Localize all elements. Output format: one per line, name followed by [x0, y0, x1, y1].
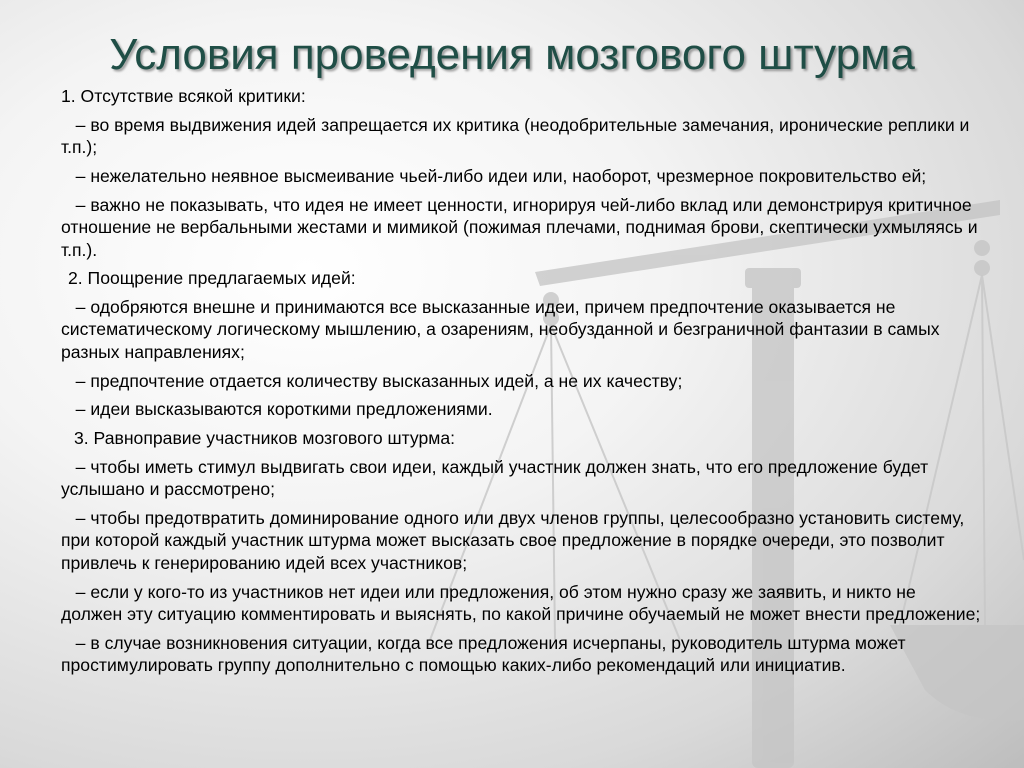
slide-body	[61, 85, 981, 683]
slide-title: Условия проведения мозгового штурма	[109, 30, 915, 79]
paragraph: – в случае возникновения ситуации, когда все предложения исчерпаны, руководитель штурма может простимулировать группу дополнительно с помощью каких-либо рекомендаций или инициатив.	[61, 632, 911, 676]
paragraph: – нежелательно неявное высмеивание чьей-либо идеи или, наоборот, чрезмерное покровительство ей;	[61, 165, 927, 186]
paragraph-heading-3: 3. Равноправие участников мозгового штурма:	[74, 428, 456, 448]
paragraph: – одобряются внешне и принимаются все высказанные идеи, причем предпочтение оказывается не систематическому логическому мышлению, а озарениям, необузданной и безграничной фантазии в самых разных направлениях;	[61, 296, 945, 362]
paragraph: – идеи высказываются короткими предложениями.	[61, 399, 493, 420]
paragraph: – чтобы предотвратить доминирование одного или двух членов группы, целесообразно установить систему, при которой каждый участник штурма может высказать свое предложение в порядке очереди, это позволит привлечь к генерированию идей всех участников;	[61, 507, 970, 573]
paragraph: – чтобы иметь стимул выдвигать свои идеи, каждый участник должен знать, что его предложение будет услышано и рассмотрено;	[61, 456, 934, 500]
paragraph: – если у кого-то из участников нет идеи или предложения, об этом нужно сразу же заявить, и никто не должен эту ситуацию комментировать и выяснять, по какой причине обучаемый не может внести предложение;	[61, 581, 981, 625]
paragraph: – важно не показывать, что идея не имеет ценности, игнорируя чей-либо вклад или демонстрируя критичное отношение не вербальными жестами и мимикой (пожимая плечами, поднимая брови, скептически ухмыляясь и т.п.).	[61, 194, 983, 260]
paragraph: – во время выдвижения идей запрещается их критика (неодобрительные замечания, иронические реплики и т.п.);	[61, 114, 975, 158]
paragraph: – предпочтение отдается количеству высказанных идей, а не их качеству;	[61, 370, 683, 391]
paragraph-heading-1: 1. Отсутствие всякой критики:	[61, 86, 306, 106]
paragraph-heading-2: 2. Поощрение предлагаемых идей:	[68, 268, 356, 289]
